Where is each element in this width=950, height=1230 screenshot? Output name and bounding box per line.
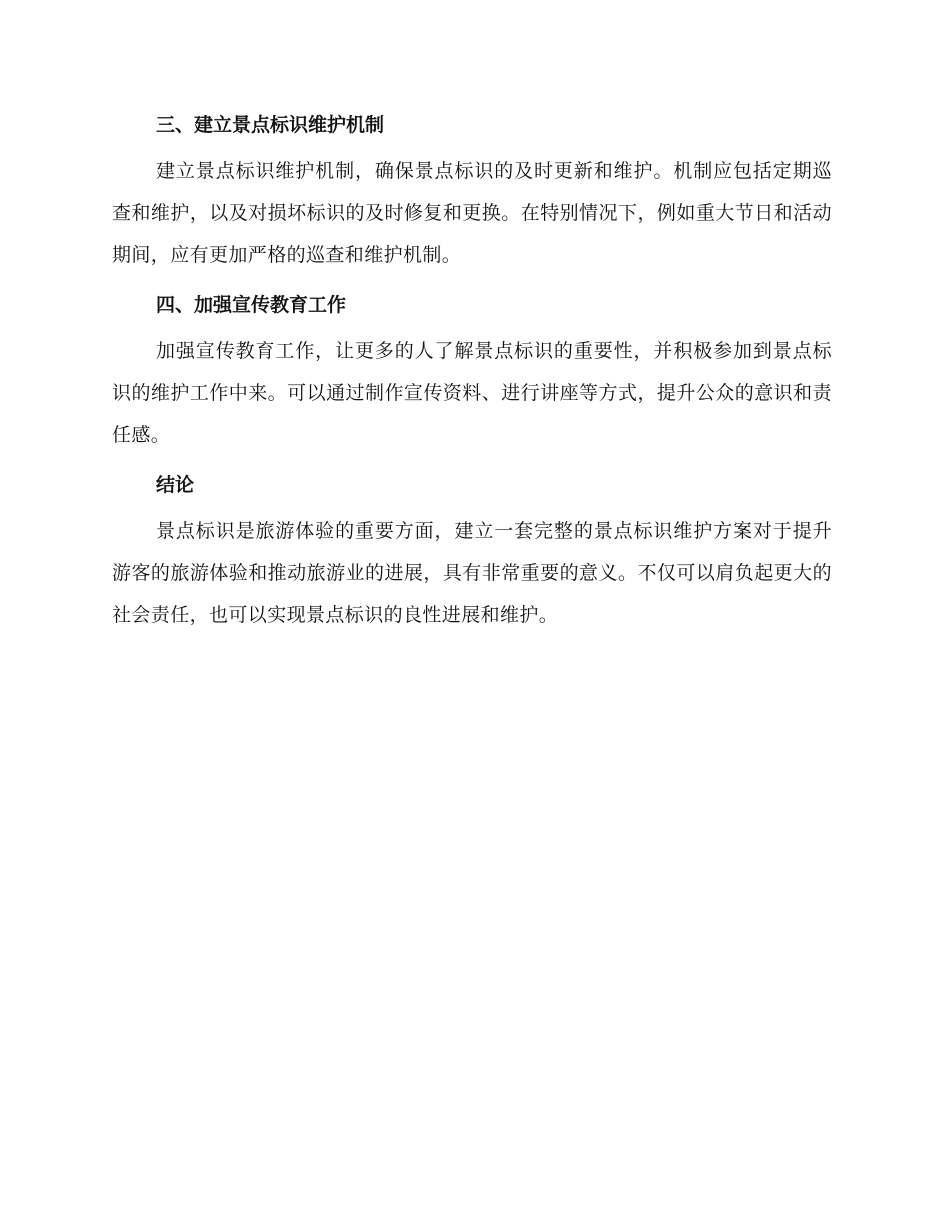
- section-heading-conclusion: 结论: [156, 474, 195, 496]
- document-page: [112, 108, 832, 648]
- section-heading-publicity: 四、加强宣传教育工作: [156, 294, 347, 316]
- section-paragraph-conclusion: 景点标识是旅游体验的重要方面，建立一套完整的景点标识维护方案对于提升游客的旅游体验和推动旅游业的进展，具有非常重要的意义。不仅可以肩负起更大的社会责任，也可以实现景点标识的良性进展和维护。: [112, 520, 832, 626]
- section-paragraph-maintenance: 建立景点标识维护机制，确保景点标识的及时更新和维护。机制应包括定期巡查和维护，以及对损坏标识的及时修复和更换。在特别情况下，例如重大节日和活动期间，应有更加严格的巡查和维护机制。: [112, 160, 832, 266]
- section-paragraph-publicity: 加强宣传教育工作，让更多的人了解景点标识的重要性，并积极参加到景点标识的维护工作中来。可以通过制作宣传资料、进行讲座等方式，提升公众的意识和责任感。: [112, 340, 832, 446]
- section-heading-maintenance: 三、建立景点标识维护机制: [156, 114, 385, 136]
